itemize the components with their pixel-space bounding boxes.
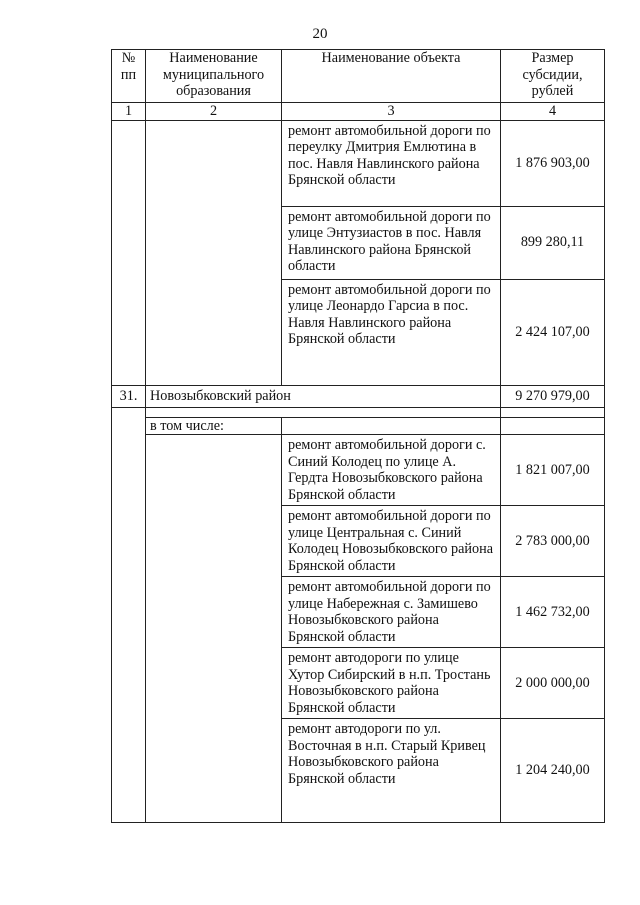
header-municipality: Наименование муниципального образования: [146, 50, 282, 103]
empty-cell: [501, 417, 605, 435]
subsidy-amount: 1 204 240,00: [501, 719, 605, 823]
spacer-row: [112, 407, 605, 417]
district-amount: 9 270 979,00: [501, 385, 605, 407]
subsidy-table: [111, 49, 605, 823]
empty-cell: [146, 120, 282, 385]
subsidy-amount: 1 821 007,00: [501, 435, 605, 506]
object-name: ремонт автомобильной дороги с. Синий Колодец по улице А. Гердта Новозыбковского района Брянской области: [282, 435, 501, 506]
table-header-row: [112, 50, 605, 103]
object-name: ремонт автомобильной дороги по улице Набережная с. Замишево Новозыбковского района Брянской области: [282, 577, 501, 648]
empty-cell: [282, 417, 501, 435]
column-number-row: [112, 103, 605, 121]
subsidy-amount: 899 280,11: [501, 206, 605, 279]
object-name: ремонт автомобильной дороги по улице Леонардо Гарсиа в пос. Навля Навлинского района Брянской области: [282, 279, 501, 385]
subsidy-amount: 2 000 000,00: [501, 648, 605, 719]
including-row: [112, 417, 605, 435]
subsidy-amount: 2 424 107,00: [501, 279, 605, 385]
object-name: ремонт автодороги по ул. Восточная в н.п. Старый Кривец Новозыбковского района Брянской области: [282, 719, 501, 823]
column-number-1: 1: [112, 103, 146, 121]
district-row: [112, 385, 605, 407]
including-label: в том числе:: [146, 417, 282, 435]
district-number: 31.: [112, 385, 146, 407]
subsidy-amount: 1 876 903,00: [501, 120, 605, 206]
object-name: ремонт автомобильной дороги по улице Центральная с. Синий Колодец Новозыбковского района Брянской области: [282, 506, 501, 577]
object-name: ремонт автодороги по улице Хутор Сибирский в н.п. Тростань Новозыбковского района Брянской области: [282, 648, 501, 719]
district-name: Новозыбковский район: [146, 385, 501, 407]
column-number-4: 4: [501, 103, 605, 121]
empty-cell: [112, 120, 146, 385]
column-number-2: 2: [146, 103, 282, 121]
column-number-3: 3: [282, 103, 501, 121]
page-number: 20: [312, 26, 328, 42]
table-row: [112, 435, 605, 506]
object-name: ремонт автомобильной дороги по улице Энтузиастов в пос. Навля Навлинского района Брянской области: [282, 206, 501, 279]
empty-cell: [112, 417, 146, 823]
header-number: № пп: [112, 50, 146, 103]
subsidy-amount: 2 783 000,00: [501, 506, 605, 577]
header-object: Наименование объекта: [282, 50, 501, 103]
header-subsidy: Размер субсидии, рублей: [501, 50, 605, 103]
table-row: [112, 120, 605, 206]
object-name: ремонт автомобильной дороги по переулку Дмитрия Емлютина в пос. Навля Навлинского района Брянской области: [282, 120, 501, 206]
subsidy-amount: 1 462 732,00: [501, 577, 605, 648]
empty-cell: [146, 435, 282, 823]
